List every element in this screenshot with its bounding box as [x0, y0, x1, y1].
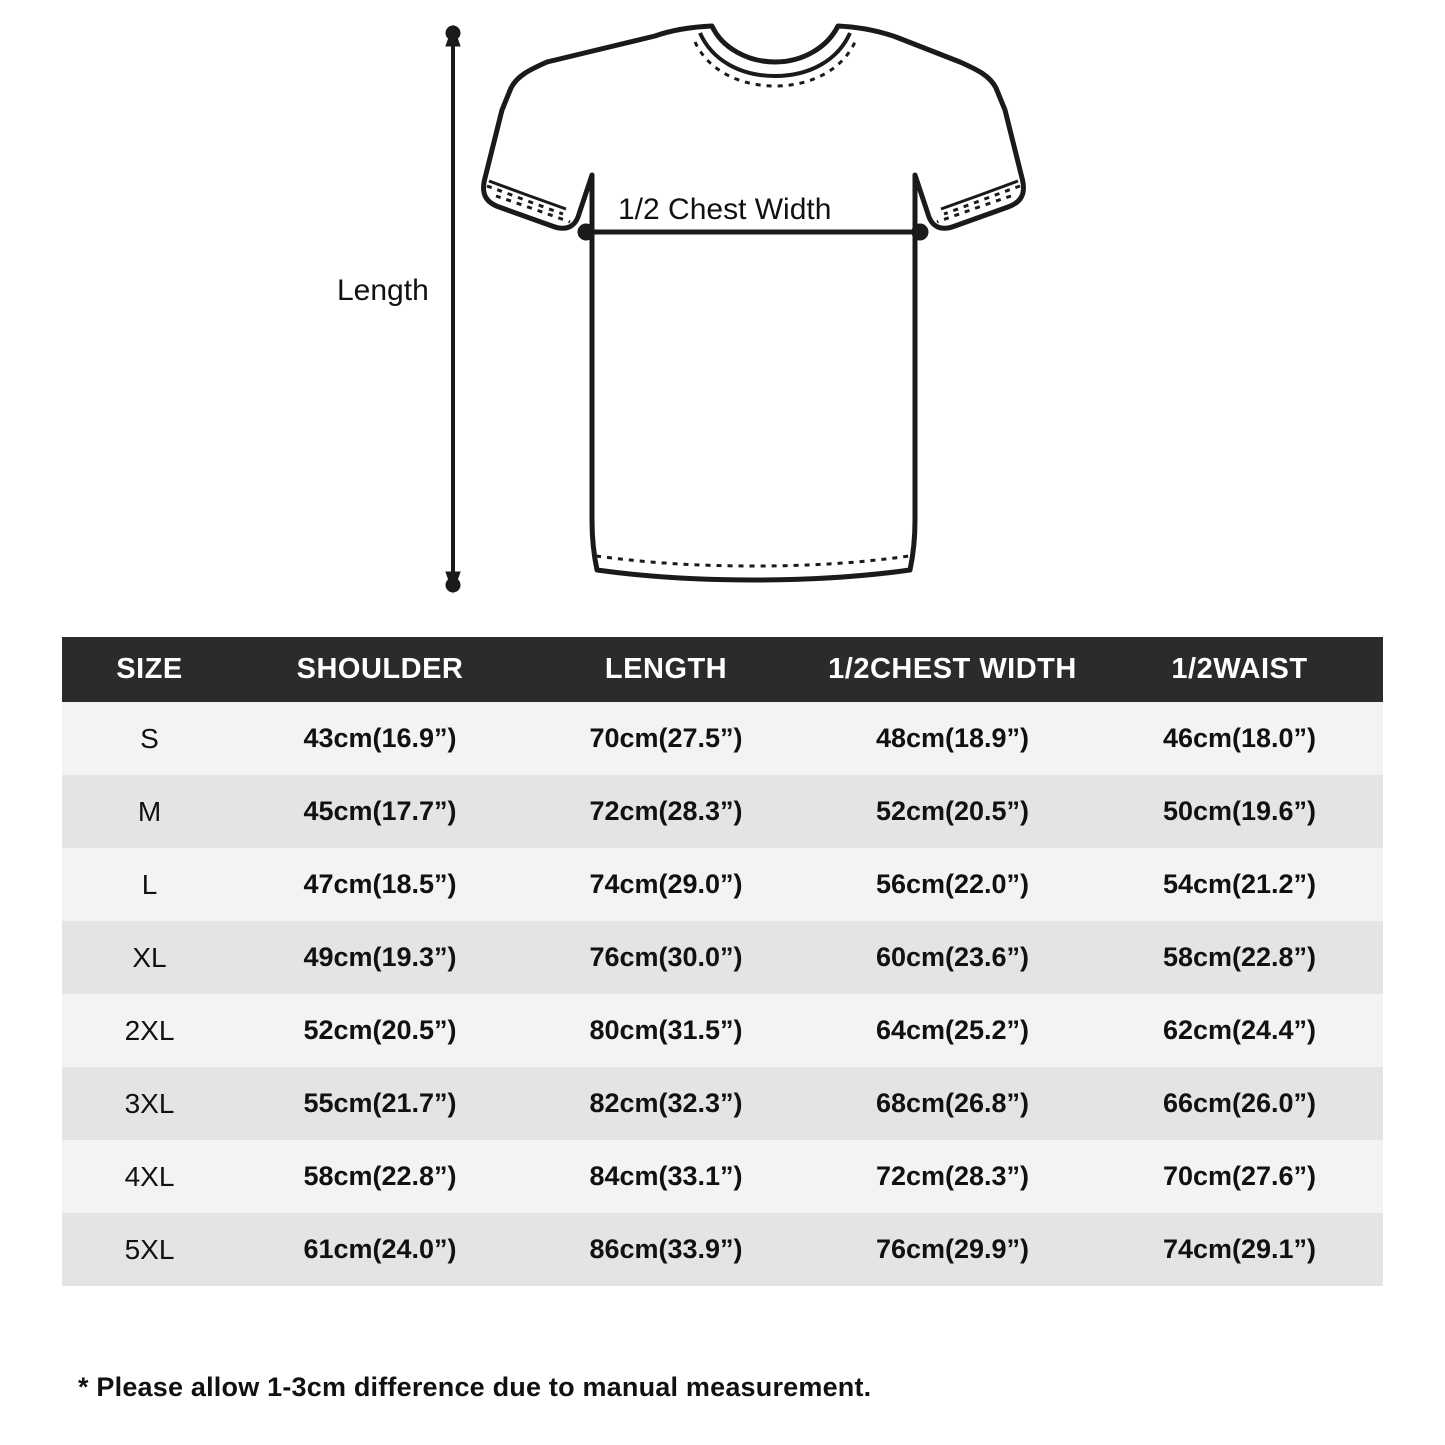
- cell-chest: 60cm(23.6”): [809, 921, 1096, 994]
- cell-length: 82cm(32.3”): [523, 1067, 809, 1140]
- column-header-waist: 1/2WAIST: [1096, 637, 1383, 702]
- length-dimension-arrow: [446, 26, 460, 592]
- column-header-chest-width: 1/2CHEST WIDTH: [809, 637, 1096, 702]
- cell-size: XL: [62, 921, 237, 994]
- cell-waist: 70cm(27.6”): [1096, 1140, 1383, 1213]
- cell-chest: 76cm(29.9”): [809, 1213, 1096, 1286]
- cell-length: 74cm(29.0”): [523, 848, 809, 921]
- cell-shoulder: 49cm(19.3”): [237, 921, 523, 994]
- cell-length: 84cm(33.1”): [523, 1140, 809, 1213]
- column-header-shoulder: SHOULDER: [237, 637, 523, 702]
- tshirt-illustration: [0, 0, 1445, 620]
- table-header-row: [62, 637, 1383, 702]
- cell-shoulder: 47cm(18.5”): [237, 848, 523, 921]
- cell-chest: 52cm(20.5”): [809, 775, 1096, 848]
- cell-chest: 48cm(18.9”): [809, 702, 1096, 775]
- cell-chest: 64cm(25.2”): [809, 994, 1096, 1067]
- chest-width-dimension-label: 1/2 Chest Width: [614, 193, 835, 227]
- column-header-length: LENGTH: [523, 637, 809, 702]
- cell-size: 5XL: [62, 1213, 237, 1286]
- table-row: [62, 1213, 1383, 1286]
- cell-size: S: [62, 702, 237, 775]
- cell-length: 72cm(28.3”): [523, 775, 809, 848]
- cell-size: 2XL: [62, 994, 237, 1067]
- cell-length: 86cm(33.9”): [523, 1213, 809, 1286]
- cell-length: 80cm(31.5”): [523, 994, 809, 1067]
- size-chart-table: [62, 637, 1383, 1286]
- column-header-size: SIZE: [62, 637, 237, 702]
- table-row: [62, 1067, 1383, 1140]
- cell-shoulder: 61cm(24.0”): [237, 1213, 523, 1286]
- table-row: [62, 994, 1383, 1067]
- cell-waist: 74cm(29.1”): [1096, 1213, 1383, 1286]
- measurement-diagram: [0, 0, 1445, 620]
- cell-chest: 56cm(22.0”): [809, 848, 1096, 921]
- table-row: [62, 1140, 1383, 1213]
- cell-size: M: [62, 775, 237, 848]
- cell-chest: 72cm(28.3”): [809, 1140, 1096, 1213]
- cell-waist: 62cm(24.4”): [1096, 994, 1383, 1067]
- table-row: [62, 921, 1383, 994]
- cell-waist: 54cm(21.2”): [1096, 848, 1383, 921]
- cell-size: 3XL: [62, 1067, 237, 1140]
- cell-shoulder: 43cm(16.9”): [237, 702, 523, 775]
- table-row: [62, 775, 1383, 848]
- table-row: [62, 848, 1383, 921]
- cell-waist: 66cm(26.0”): [1096, 1067, 1383, 1140]
- cell-length: 70cm(27.5”): [523, 702, 809, 775]
- measurement-note: * Please allow 1-3cm difference due to manual measurement.: [78, 1372, 872, 1402]
- length-dimension-label: Length: [337, 274, 429, 307]
- cell-length: 76cm(30.0”): [523, 921, 809, 994]
- size-chart: [62, 637, 1383, 1286]
- cell-waist: 46cm(18.0”): [1096, 702, 1383, 775]
- cell-shoulder: 55cm(21.7”): [237, 1067, 523, 1140]
- table-row: [62, 702, 1383, 775]
- cell-shoulder: 45cm(17.7”): [237, 775, 523, 848]
- cell-size: L: [62, 848, 237, 921]
- cell-shoulder: 52cm(20.5”): [237, 994, 523, 1067]
- cell-chest: 68cm(26.8”): [809, 1067, 1096, 1140]
- cell-waist: 58cm(22.8”): [1096, 921, 1383, 994]
- cell-waist: 50cm(19.6”): [1096, 775, 1383, 848]
- cell-shoulder: 58cm(22.8”): [237, 1140, 523, 1213]
- tshirt-outline: [484, 26, 1024, 580]
- cell-size: 4XL: [62, 1140, 237, 1213]
